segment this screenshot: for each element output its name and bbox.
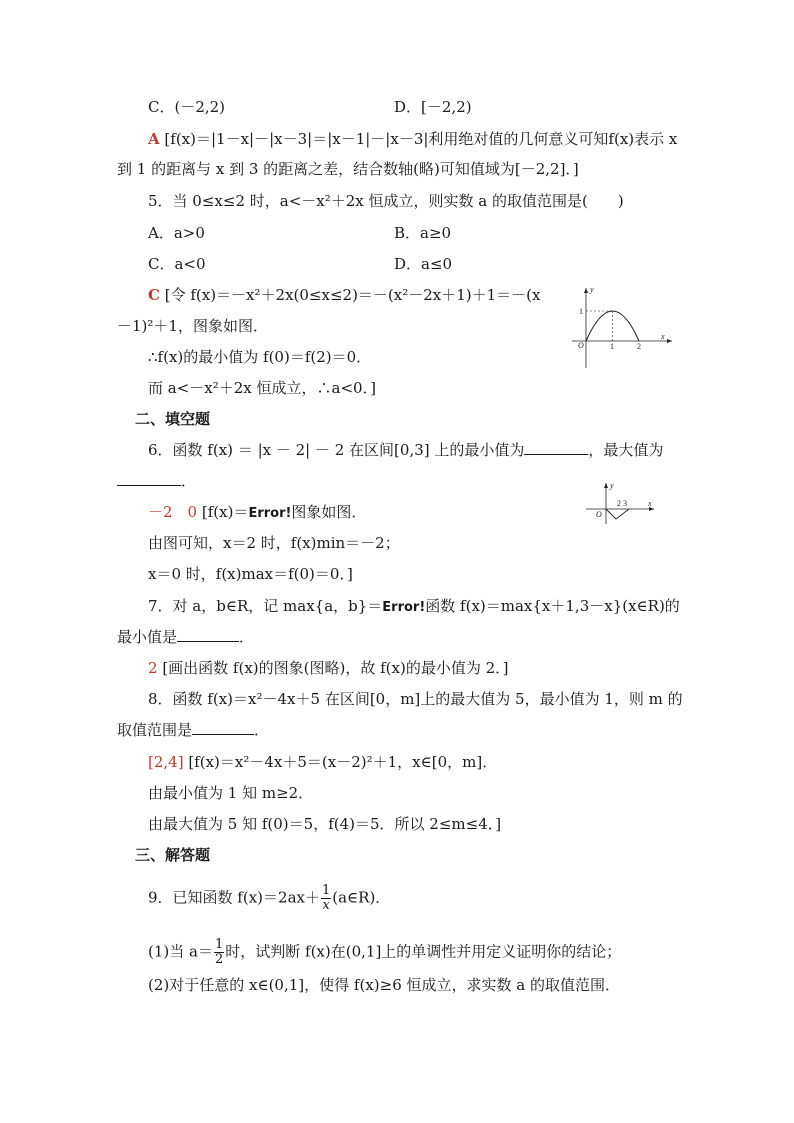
q5-option-a: A．a>0 (148, 224, 205, 242)
q8-stem-text: 取值范围是 (117, 721, 193, 739)
q5-option-c: C．a<0 (148, 255, 206, 273)
q7-stem-text-b: 函数 f(x)＝max{x＋1,3－x}(x∈R)的 (425, 597, 680, 615)
graph2-y-label: y (610, 481, 614, 490)
q6-solution-text-a: [f(x)＝ (197, 503, 249, 521)
q9-part1-fraction (214, 938, 224, 967)
section-answer: 三、解答题 (135, 846, 211, 864)
q5-solution-line1 (148, 285, 541, 305)
q4-solution-line2: 到 1 的距离与 x 到 3 的距离之差，结合数轴(略)可知值域为[－2,2]．] (117, 160, 579, 178)
q9-part1-text-b: 时，试判断 f(x)在(0,1]上的单调性并用定义证明你的结论； (225, 942, 622, 961)
q4-answer: A (148, 130, 160, 148)
q8-solution-line3: 由最大值为 5 知 f(0)＝5，f(4)＝5．所以 2≤m≤4．] (148, 815, 502, 833)
q8-answer: [2,4] (148, 753, 184, 771)
q9-part1-text-a: (1)当 a＝ (148, 942, 213, 961)
q9-stem-text-b: (a∈R)． (332, 888, 391, 907)
q7-blank[interactable] (177, 627, 239, 642)
graph2-ticks: 2 3 (617, 499, 627, 508)
section-fill-in: 二、填空题 (135, 410, 211, 428)
q5-solution-line4: 而 a<－x²＋2x 恒成立，∴a<0．] (148, 379, 376, 397)
option-d: D．[－2,2) (394, 98, 472, 116)
q7-stem-line2 (117, 627, 254, 647)
q7-stem-line1 (148, 596, 680, 618)
q9-stem (148, 884, 390, 913)
q5-solution-text: [令 f(x)＝－x²＋2x(0≤x≤2)＝－(x²－2x＋1)＋1＝－(x (159, 286, 541, 304)
graph1-tick-y1: 1 (579, 307, 583, 316)
parabola-graph (568, 284, 676, 370)
q8-solution-text: [f(x)＝x²－4x＋5＝(x－2)²＋1，x∈[0，m]． (183, 753, 498, 771)
q8-stem-period: ． (254, 721, 270, 739)
graph1-x-label: x (661, 332, 665, 341)
q9-part2: (2)对于任意的 x∈(0,1]，使得 f(x)≥6 恒成立，求实数 a 的取值范围． (148, 976, 620, 994)
graph1-origin: O (578, 341, 584, 350)
q6-stem-line2 (117, 471, 196, 491)
q7-answer: 2 (148, 659, 158, 677)
q9-fraction (321, 884, 331, 913)
q7-solution-text: [画出函数 f(x)的图象(图略)，故 f(x)的最小值为 2．] (157, 659, 509, 677)
q6-stem-line1 (148, 440, 663, 460)
option-c: C．(－2,2) (148, 98, 226, 116)
q6-stem-text-a: 6．函数 f(x) ＝ |x － 2| － 2 在区间[0,3] 上的最小值为 (148, 441, 525, 459)
graph2-origin: O (596, 510, 602, 519)
q7-stem-text-c: 最小值是 (117, 628, 178, 646)
graph1-y-label: y (590, 285, 594, 294)
q5-option-d: D．a≤0 (394, 255, 453, 273)
q5-solution-line2: －1)²＋1，图象如图． (117, 317, 268, 335)
q5-solution-line3: ∴f(x)的最小值为 f(0)＝f(2)＝0． (148, 348, 372, 366)
q5-option-b: B．a≥0 (394, 224, 452, 242)
q6-stem-period: ． (181, 472, 197, 490)
q7-error-text: Error! (382, 600, 426, 615)
q9-part1-numerator: 1 (214, 937, 224, 952)
q5-answer: C (148, 286, 160, 304)
q9-stem-text-a: 9．已知函数 f(x)＝2ax＋ (148, 888, 320, 907)
q8-stem-line2 (117, 720, 269, 740)
q9-part1-denominator: 2 (214, 952, 224, 967)
q6-answer: －2 0 (148, 503, 198, 521)
q7-stem-period: ． (239, 628, 255, 646)
graph2-v-shape (606, 509, 629, 519)
q9-fraction-denominator: x (322, 898, 330, 913)
graph1-tick-x1: 1 (610, 342, 614, 351)
q6-solution-line2: 由图可知，x＝2 时，f(x)min＝－2； (148, 534, 400, 552)
q8-solution-line1 (148, 752, 497, 772)
q6-solution-line3: x＝0 时，f(x)max＝f(0)＝0．] (148, 565, 353, 583)
q6-blank-min[interactable] (524, 440, 588, 455)
q6-blank-max[interactable] (117, 471, 181, 486)
q4-solution-line1 (148, 129, 677, 149)
q6-solution-text-b: 图象如图． (291, 503, 367, 521)
q9-fraction-numerator: 1 (321, 883, 331, 898)
q8-solution-line2: 由最小值为 1 知 m≥2． (148, 784, 314, 802)
q9-part1 (148, 938, 621, 967)
q5-stem: 5．当 0≤x≤2 时，a<－x²＋2x 恒成立，则实数 a 的取值范围是( ) (148, 192, 624, 210)
absolute-value-graph (584, 480, 658, 526)
q8-stem-line1: 8．函数 f(x)＝x²－4x＋5 在区间[0，m]上的最大值为 5，最小值为 1，则 m 的 (148, 690, 683, 708)
graph2-x-label: x (648, 499, 652, 508)
q4-solution-text: [f(x)＝|1－x|－|x－3|＝|x－1|－|x－3|利用绝对值的几何意义可知f(x)表示 x (159, 130, 678, 148)
q6-solution-line1 (148, 502, 366, 524)
q6-error-text: Error! (248, 506, 292, 521)
graph1-tick-x2: 2 (637, 342, 641, 351)
q6-stem-text-b: ，最大值为 (588, 441, 664, 459)
q7-solution (148, 658, 509, 678)
q8-blank[interactable] (192, 720, 254, 735)
q7-stem-text-a: 7．对 a，b∈R，记 max{a，b}＝ (148, 597, 383, 615)
